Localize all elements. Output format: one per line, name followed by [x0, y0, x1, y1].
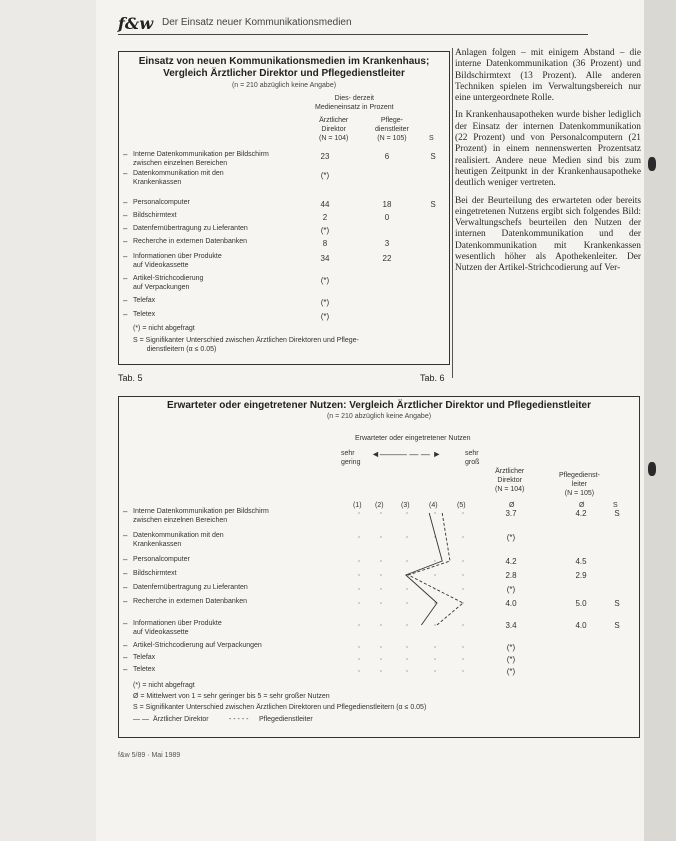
column-header: S	[613, 502, 618, 509]
table-title: Erwarteter oder eingetretener Nutzen: Vergleich Ärztlicher Direktor und Pflegedienstleiter	[167, 400, 591, 411]
table-cell: S	[430, 200, 436, 209]
table-row-label: Informationen über Produkte auf Videokassette	[133, 253, 222, 269]
table-row-label: Personalcomputer	[133, 556, 190, 563]
column-header: Pflegedienst- leiter (N = 105)	[559, 472, 600, 497]
scale-guide-dot	[358, 588, 359, 589]
scale-guide-dot	[380, 574, 381, 575]
table-cell: (*)	[506, 533, 516, 542]
table-cell: 2.8	[505, 571, 517, 580]
table-row-label: Bildschirmtext	[133, 212, 177, 219]
scale-guide-dot	[462, 560, 463, 561]
row-bullet: –	[123, 274, 128, 283]
scale-guide-dot	[380, 536, 381, 537]
table-cell: 44	[320, 200, 330, 209]
table-row-label: Artikel-Strichcodierung auf Verpackungen	[133, 275, 204, 291]
table-cell: (*)	[506, 585, 516, 594]
legend-label: Pflegedienstleiter	[259, 716, 313, 723]
scale-guide-dot	[380, 670, 381, 671]
table-cell: 22	[382, 254, 392, 263]
table-cell: 6	[384, 152, 390, 161]
legend-line-dashed: - - - - -	[229, 716, 249, 723]
table-cell: 0	[384, 213, 390, 222]
scale-guide-dot	[406, 588, 407, 589]
scale-guide-dot	[406, 646, 407, 647]
table-row-label: Informationen über Produkte auf Videokassette	[133, 620, 222, 636]
table-cell: (*)	[320, 226, 330, 235]
row-bullet: –	[123, 310, 128, 319]
table-cell: 2	[322, 213, 328, 222]
table-cell: 4.0	[505, 599, 517, 608]
scale-guide-dot	[380, 588, 381, 589]
scale-guide-dot	[358, 512, 359, 513]
scale-header: Erwarteter oder eingetretener Nutzen	[355, 435, 471, 442]
table-row-label: Teletex	[133, 311, 156, 318]
table-row-label: Personalcomputer	[133, 199, 190, 206]
row-bullet: –	[123, 619, 128, 628]
scale-arrow-icon: ◄——— — — ►	[371, 449, 442, 459]
scale-guide-dot	[434, 602, 435, 603]
table-cell: (*)	[320, 298, 330, 307]
row-bullet: –	[123, 224, 128, 233]
scale-guide-dot	[406, 624, 407, 625]
scale-guide-dot	[434, 560, 435, 561]
scale-guide-dot	[434, 624, 435, 625]
scale-guide-dot	[358, 574, 359, 575]
scale-guide-dot	[380, 602, 381, 603]
table-row-label: Bildschirmtext	[133, 570, 177, 577]
row-bullet: –	[123, 252, 128, 261]
table-cell: 2.9	[575, 571, 587, 580]
scale-guide-dot	[462, 624, 463, 625]
table-row-label: Telefax	[133, 297, 156, 304]
binding-mark	[648, 157, 656, 171]
scale-guide-dot	[462, 536, 463, 537]
table-cell: 4.5	[575, 557, 587, 566]
table-cell: 4.0	[575, 621, 587, 630]
binding-mark	[648, 462, 656, 476]
scale-guide-dot	[434, 512, 435, 513]
column-header: Pflege- dienstleiter (N = 105)	[375, 117, 409, 142]
scale-guide-dot	[380, 658, 381, 659]
table-note: Ø = Mittelwert von 1 = sehr geringer bis 5 = sehr großer Nutzen	[133, 693, 330, 700]
row-bullet: –	[123, 237, 128, 246]
legend-label: Ärztlicher Direktor	[153, 716, 209, 723]
row-bullet: –	[123, 211, 128, 220]
table-cell: (*)	[320, 312, 330, 321]
table-6	[118, 396, 640, 738]
row-bullet: –	[123, 665, 128, 674]
table-row-label: Artikel-Strichcodierung auf Verpackungen	[133, 642, 262, 649]
column-header: S	[429, 135, 434, 142]
scale-guide-dot	[434, 658, 435, 659]
table-cell: 3	[384, 239, 390, 248]
profile-line-pflegedienstleiter	[408, 513, 463, 625]
paragraph: In Krankenhausapotheken wurde bisher lediglich der Einsatz der internen Datenkommunikation (22 Prozent) und von Personalcomputern (21 Prozent) in einem nennenswerten Prozentsatz realisiert. Andere neue Medien sind bis zum heutigen Zeitpunkt in der Krankenhausapotheke deutlich weniger vertreten.	[455, 110, 641, 189]
table-cell: S	[614, 621, 620, 630]
table-5	[118, 51, 450, 365]
table-title: Einsatz von neuen Kommunikationsmedien im Krankenhaus;	[138, 56, 430, 67]
scale-point-label: (1)	[353, 502, 362, 509]
row-bullet: –	[123, 198, 128, 207]
table-row-label: Recherche in externen Datenbanken	[133, 238, 248, 245]
page-footer: f&w 5/89 · Mai 1989	[118, 752, 181, 759]
profile-line-aerztlicher-direktor	[406, 513, 442, 625]
journal-logo: f&w	[118, 14, 154, 33]
table-cell: 18	[382, 200, 392, 209]
scale-guide-dot	[380, 646, 381, 647]
scale-guide-dot	[406, 670, 407, 671]
table-cell: S	[614, 509, 620, 518]
scale-guide-dot	[358, 602, 359, 603]
table-row-label: Interne Datenkommunikation per Bildschirm zwischen einzelnen Bereichen	[133, 508, 269, 524]
scale-guide-dot	[462, 658, 463, 659]
scale-guide-dot	[406, 560, 407, 561]
table-cell: (*)	[506, 643, 516, 652]
table-cell: S	[430, 152, 436, 161]
table-note: S = Signifikanter Unterschied zwischen Ärztlichen Direktoren und Pflege- dienstleitern (α ≤ 0.05)	[133, 337, 359, 353]
table-cell: 34	[320, 254, 330, 263]
scale-guide-dot	[462, 512, 463, 513]
table-cell: 3.7	[505, 509, 517, 518]
scale-guide-dot	[358, 560, 359, 561]
scale-high-label: sehr groß	[465, 450, 480, 466]
table-cell: (*)	[320, 171, 330, 180]
page-edge	[644, 0, 676, 841]
table-title: Vergleich Ärztlicher Direktor und Pflegedienstleiter	[163, 68, 405, 79]
table-row-label: Interne Datenkommunikation per Bildschirm zwischen einzelnen Bereichen	[133, 151, 269, 167]
column-rule	[452, 48, 453, 378]
row-bullet: –	[123, 569, 128, 578]
table-row-label: Datenkommunikation mit den Krankenkassen	[133, 170, 224, 186]
row-bullet: –	[123, 555, 128, 564]
row-bullet: –	[123, 150, 128, 159]
scale-guide-dot	[434, 646, 435, 647]
table-cell: 8	[322, 239, 328, 248]
scale-point-label: (3)	[401, 502, 410, 509]
text-column	[455, 48, 641, 281]
table-cell: 5.0	[575, 599, 587, 608]
table-label: Tab. 5	[118, 373, 143, 383]
mean-label: Ø	[509, 502, 515, 509]
column-header: Ärztlicher Direktor (N = 104)	[319, 117, 349, 142]
table-note: (*) = nicht abgefragt	[133, 682, 195, 689]
scale-guide-dot	[358, 536, 359, 537]
scale-point-label: (2)	[375, 502, 384, 509]
scale-guide-dot	[462, 588, 463, 589]
scale-guide-dot	[434, 670, 435, 671]
table-label: Tab. 6	[420, 373, 445, 383]
column-group-header: Dies- derzeit Medieneinsatz in Prozent	[315, 95, 394, 111]
table-cell: S	[614, 599, 620, 608]
row-bullet: –	[123, 169, 128, 178]
table-cell: 4.2	[575, 509, 587, 518]
scale-guide-dot	[380, 512, 381, 513]
table-subtitle: (n = 210 abzüglich keine Angabe)	[326, 413, 432, 420]
scale-guide-dot	[406, 536, 407, 537]
table-cell: (*)	[506, 667, 516, 676]
table-cell: (*)	[506, 655, 516, 664]
table-row-label: Recherche in externen Datenbanken	[133, 598, 248, 605]
table-subtitle: (n = 210 abzüglich keine Angabe)	[231, 82, 337, 89]
table-cell: 23	[320, 152, 330, 161]
table-note: (*) = nicht abgefragt	[133, 325, 195, 332]
paragraph: Bei der Beurteilung des erwarteten oder bereits eingetretenen Nutzens ergibt sich folgendes Bild: Verwaltungschefs beurteilen den Nutzen der internen Datenkommunikation und der Datenkommunikation mit Krankenkassen wesentlich höher als Apothekenleiter. Der Nutzen der Artikel-Strichcodierung auf Ver-	[455, 195, 641, 274]
profile-chart	[119, 397, 639, 737]
table-note: S = Signifikanter Unterschied zwischen Ärztlichen Direktoren und Pflegedienstleitern (α ≤ 0.05)	[133, 704, 427, 711]
scale-guide-dot	[406, 602, 407, 603]
scale-guide-dot	[462, 670, 463, 671]
table-row-label: Telefax	[133, 654, 156, 661]
scale-guide-dot	[380, 624, 381, 625]
mean-label: Ø	[579, 502, 585, 509]
scale-guide-dot	[406, 512, 407, 513]
scale-guide-dot	[358, 646, 359, 647]
column-header: Ärztlicher Direktor (N = 104)	[495, 468, 525, 493]
scale-point-label: (4)	[429, 502, 438, 509]
row-bullet: –	[123, 641, 128, 650]
row-bullet: –	[123, 296, 128, 305]
scale-guide-dot	[358, 658, 359, 659]
scale-guide-dot	[462, 602, 463, 603]
scale-low-label: sehr gering	[341, 450, 361, 466]
scale-guide-dot	[462, 574, 463, 575]
scale-guide-dot	[434, 574, 435, 575]
scale-guide-dot	[358, 670, 359, 671]
table-row-label: Datenfernübertragung zu Lieferanten	[133, 584, 248, 591]
row-bullet: –	[123, 597, 128, 606]
row-bullet: –	[123, 507, 128, 516]
scale-point-label: (5)	[457, 502, 466, 509]
scale-guide-dot	[380, 560, 381, 561]
paragraph: Anlagen folgen – mit einigem Abstand – die interne Datenkommunikation (36 Prozent) und Bildschirmtext (13 Prozent). Alle anderen Techniken spielen im Verwaltungsbereich nur eine untergeordnete Rolle.	[455, 48, 641, 104]
page-header	[118, 12, 588, 35]
row-bullet: –	[123, 583, 128, 592]
scale-guide-dot	[462, 646, 463, 647]
row-bullet: –	[123, 531, 128, 540]
table-cell: 4.2	[505, 557, 517, 566]
table-cell: 3.4	[505, 621, 517, 630]
table-row-label: Datenkommunikation mit den Krankenkassen	[133, 532, 224, 548]
row-bullet: –	[123, 653, 128, 662]
scale-guide-dot	[406, 658, 407, 659]
table-row-label: Datenfernübertragung zu Lieferanten	[133, 225, 248, 232]
table-row-label: Teletex	[133, 666, 156, 673]
table-cell: (*)	[320, 276, 330, 285]
legend-line-solid: — —	[133, 716, 151, 723]
scale-guide-dot	[358, 624, 359, 625]
header-title: Der Einsatz neuer Kommunikationsmedien	[162, 17, 352, 28]
